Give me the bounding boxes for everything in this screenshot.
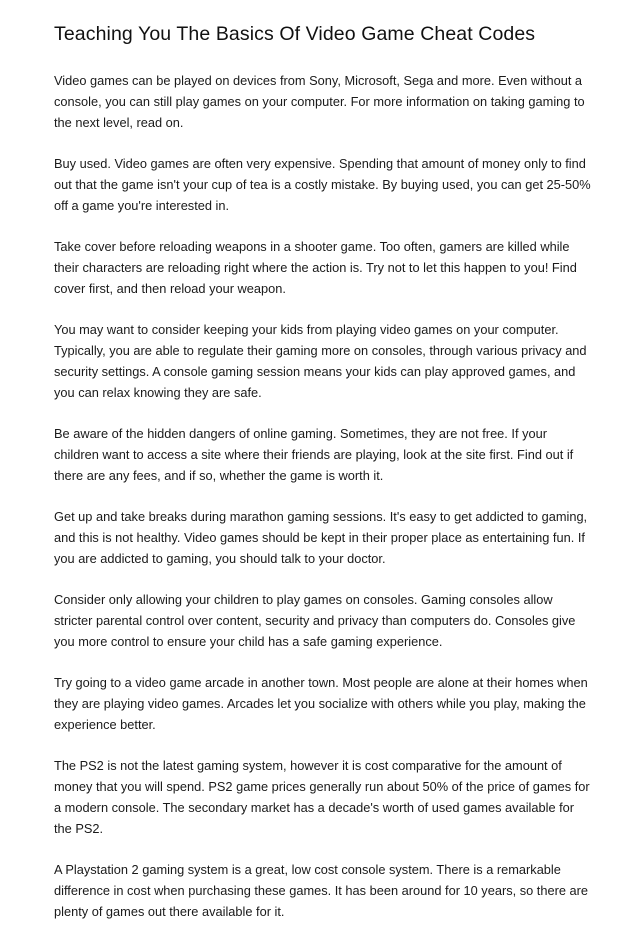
paragraph-kids-consoles: You may want to consider keeping your kids from playing video games on your computer. Typically, you are able to regulate their gaming more on consoles, through various privacy and security settings. A console gaming session means your kids can play approved games, and you can relax knowing they are safe. [54, 322, 587, 400]
paragraph-buy-used: Buy used. Video games are often very expensive. Spending that amount of money only to find out that the game isn't your cup of tea is a costly mistake. By buying used, you can get 25-50% off a game you're interested in. [54, 156, 591, 213]
document-title: Teaching You The Basics Of Video Game Cheat Codes [54, 23, 536, 45]
paragraph-online-dangers: Be aware of the hidden dangers of online gaming. Sometimes, they are not free. If your children want to access a site where their friends are playing, look at the site first. Find out if there are any fees, and if so, whether the game is worth it. [54, 426, 574, 483]
paragraph-arcade: Try going to a video game arcade in another town. Most people are alone at their homes when they are playing video games. Arcades let you socialize with others while you play, making the experience better. [54, 675, 588, 732]
paragraph-ps2-cost: The PS2 is not the latest gaming system, however it is cost comparative for the amount of money that you will spend. PS2 game prices generally run about 50% of the price of games for a modern console. The secondary market has a decade's worth of used games available for the PS2. [54, 758, 590, 836]
document-page [54, 22, 594, 942]
paragraph-take-cover: Take cover before reloading weapons in a shooter game. Too often, gamers are killed while their characters are reloading right where the action is. Try not to let this happen to you! Find cover first, and then reload your weapon. [54, 239, 577, 296]
paragraph-take-breaks: Get up and take breaks during marathon gaming sessions. It's easy to get addicted to gaming, and this is not healthy. Video games should be kept in their proper place as entertaining fun. If you are addicted to gaming, you should talk to your doctor. [54, 509, 588, 566]
paragraph-intro: Video games can be played on devices from Sony, Microsoft, Sega and more. Even without a console, you can still play games on your computer. For more information on taking gaming to the next level, read on. [54, 73, 585, 130]
paragraph-consoles-only: Consider only allowing your children to play games on consoles. Gaming consoles allow stricter parental control over content, security and privacy than computers do. Consoles give you more control to ensure your child has a safe gaming experience. [54, 592, 576, 649]
paragraph-playstation-2: A Playstation 2 gaming system is a great, low cost console system. There is a remarkable difference in cost when purchasing these games. It has been around for 10 years, so there are plenty of games out there available for it. [54, 862, 589, 919]
